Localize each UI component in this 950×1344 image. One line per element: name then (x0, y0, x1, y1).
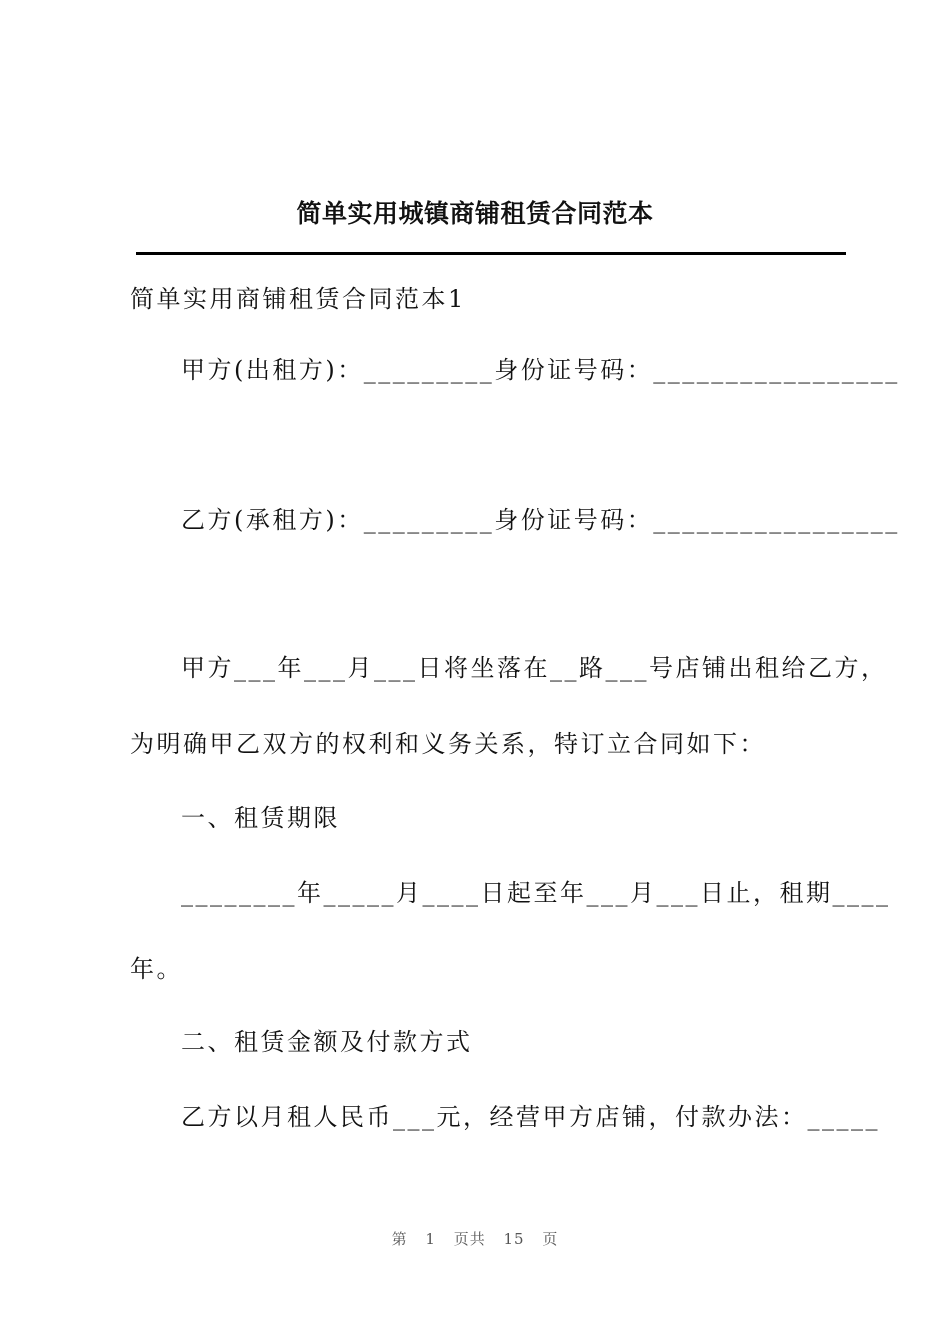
footer-suffix: 页 (542, 1230, 559, 1248)
page-footer (0, 1229, 950, 1249)
footer-total-pages: 15 (503, 1230, 525, 1248)
section-1-line-2: 年。 (130, 955, 183, 983)
intro-paragraph-line-1: 甲方___年___月___日将坐落在__路___号店铺出租给乙方， (181, 654, 888, 682)
section-1-heading: 一、租赁期限 (181, 804, 340, 832)
document-subtitle: 简单实用商铺租赁合同范本1 (130, 285, 466, 313)
party-a-line: 甲方(出租方)：_________身份证号码：_________________ (181, 356, 900, 384)
party-b-line: 乙方(承租方)：_________身份证号码：_________________ (181, 506, 900, 534)
intro-paragraph-line-2: 为明确甲乙双方的权利和义务关系，特订立合同如下： (130, 730, 766, 758)
footer-prefix: 第 (391, 1230, 408, 1248)
section-2-line-1: 乙方以月租人民币___元，经营甲方店铺，付款办法：_____ (181, 1103, 880, 1131)
footer-mid: 页共 (453, 1230, 486, 1248)
section-2-heading: 二、租赁金额及付款方式 (181, 1028, 473, 1056)
section-1-line-1: ________年_____月____日起至年___月___日止，租期____ (181, 879, 891, 907)
document-title: 简单实用城镇商铺租赁合同范本 (296, 199, 654, 228)
footer-current-page: 1 (425, 1230, 436, 1248)
title-divider (136, 252, 846, 255)
